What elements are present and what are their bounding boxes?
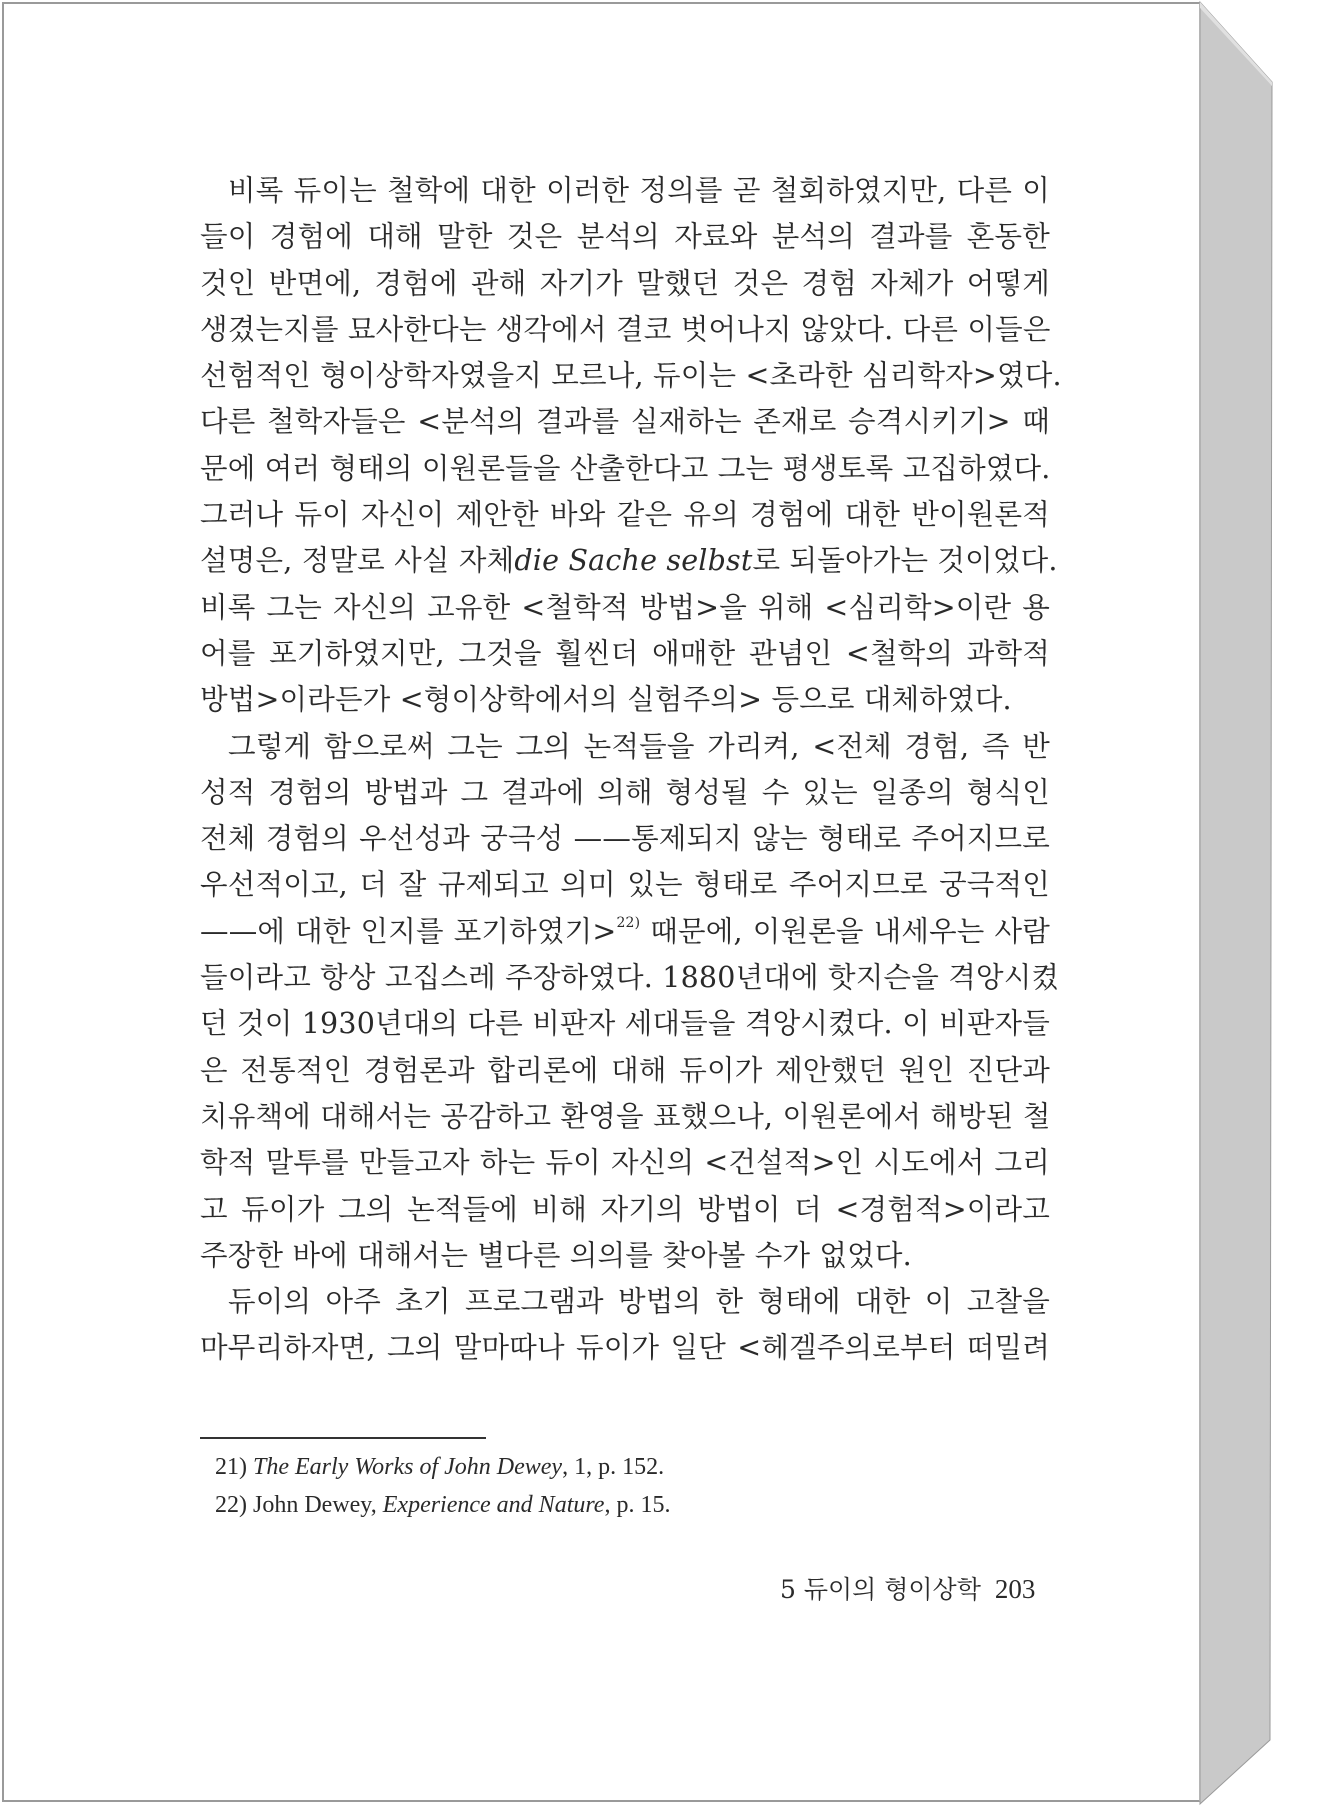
paragraph-1 (200, 168, 1062, 724)
footnote-ref-22: 22) (616, 914, 641, 931)
text-line: 들이 경험에 대해 말한 것은 분석의 자료와 분석의 결과를 혼동한 (200, 220, 1050, 254)
text-line: 다른 철학자들은 <분석의 결과를 실재하는 존재로 승격시키기> 때 (200, 405, 1050, 439)
text-line: 은 전통적인 경험론과 합리론에 대해 듀이가 제안했던 원인 진단과 (200, 1053, 1050, 1087)
footnotes (215, 1448, 670, 1524)
text-line: 전체 경험의 우선성과 궁극성 ——통제되지 않는 형태로 주어지므로 (200, 822, 1050, 856)
text-line: 치유책에 대해서는 공감하고 환영을 표했으나, 이원론에서 해방된 철 (200, 1099, 1051, 1133)
paragraph-2 (200, 724, 1060, 1280)
chapter-title: 5 듀이의 형이상학 (780, 1575, 981, 1604)
text-line: 들이라고 항상 고집스레 주장하였다. 1880년대에 핫지슨을 격앙시켰 (200, 961, 1060, 995)
text-line: 그렇게 함으로써 그는 그의 논적들을 가리켜, <전체 경험, 즉 반 (228, 729, 1050, 763)
text-line: 학적 말투를 만들고자 하는 듀이 자신의 <건설적>인 시도에서 그리 (200, 1146, 1050, 1180)
text-line: 던 것이 1930년대의 다른 비판자 세대들을 격앙시켰다. 이 비판자들 (200, 1007, 1050, 1041)
page-number: 203 (994, 1574, 1036, 1604)
footnote-detail: , 1, p. 152. (562, 1454, 665, 1480)
text-segment: 로 되돌아가는 것이었다. (752, 544, 1058, 578)
text-line: 선험적인 형이상학자였을지 모르나, 듀이는 <초라한 심리학자>였다. (200, 359, 1062, 393)
text-line: 방법>이라든가 <형이상학에서의 실험주의> 등으로 대체하였다. (200, 683, 1012, 717)
footnote-number: 22) (215, 1492, 247, 1518)
text-line: 그러나 듀이 자신이 제안한 바와 같은 유의 경험에 대한 반이원론적 (200, 498, 1050, 532)
italic-term: die Sache selbst (514, 544, 753, 578)
paragraph-3 (200, 1279, 1050, 1372)
footnote-number: 21) (215, 1454, 247, 1480)
text-line (200, 909, 1050, 955)
footnote-22 (215, 1486, 670, 1524)
text-line (200, 538, 1058, 584)
text-line: 것인 반면에, 경험에 관해 자기가 말했던 것은 경험 자체가 어떻게 (200, 266, 1050, 300)
text-line: 우선적이고, 더 잘 규제되고 의미 있는 형태로 주어지므로 궁극적인 (200, 868, 1050, 902)
text-line: 어를 포기하였지만, 그것을 훨씬더 애매한 관념인 <철학의 과학적 (200, 636, 1050, 670)
body-text (200, 168, 1062, 1372)
footnote-21 (215, 1448, 670, 1486)
text-line: 마무리하자면, 그의 말마따나 듀이가 일단 <헤겔주의로부터 떠밀려 (200, 1331, 1050, 1365)
footnote-title: Experience and Nature (382, 1492, 605, 1518)
text-segment: ——에 대한 인지를 포기하였기> (200, 914, 617, 948)
text-segment: 설명은, 정말로 사실 자체 (200, 544, 515, 578)
text-line: 주장한 바에 대해서는 별다른 의의를 찾아볼 수가 없었다. (200, 1238, 912, 1272)
footnote-author: John Dewey, (253, 1492, 383, 1518)
footnote-detail: , p. 15. (604, 1492, 671, 1518)
text-segment: 때문에, 이원론을 내세우는 사람 (640, 914, 1050, 948)
footnote-title: The Early Works of John Dewey (253, 1454, 563, 1480)
text-line: 성적 경험의 방법과 그 결과에 의해 형성될 수 있는 일종의 형식인 (200, 775, 1050, 809)
text-line: 고 듀이가 그의 논적들에 비해 자기의 방법이 더 <경험적>이라고 (200, 1192, 1050, 1226)
footnote-divider (200, 1437, 486, 1439)
text-line: 비록 그는 자신의 고유한 <철학적 방법>을 위해 <심리학>이란 용 (200, 590, 1050, 624)
text-line: 생겼는지를 묘사한다는 생각에서 결코 벗어나지 않았다. 다른 이들은 (200, 312, 1051, 346)
text-line: 비록 듀이는 철학에 대한 이러한 정의를 곧 철회하였지만, 다른 이 (228, 174, 1050, 207)
text-line: 문에 여러 형태의 이원론들을 산출한다고 그는 평생토록 고집하였다. (200, 451, 1051, 485)
running-footer (780, 1570, 1035, 1606)
text-line: 듀이의 아주 초기 프로그램과 방법의 한 형태에 대한 이 고찰을 (228, 1285, 1050, 1319)
